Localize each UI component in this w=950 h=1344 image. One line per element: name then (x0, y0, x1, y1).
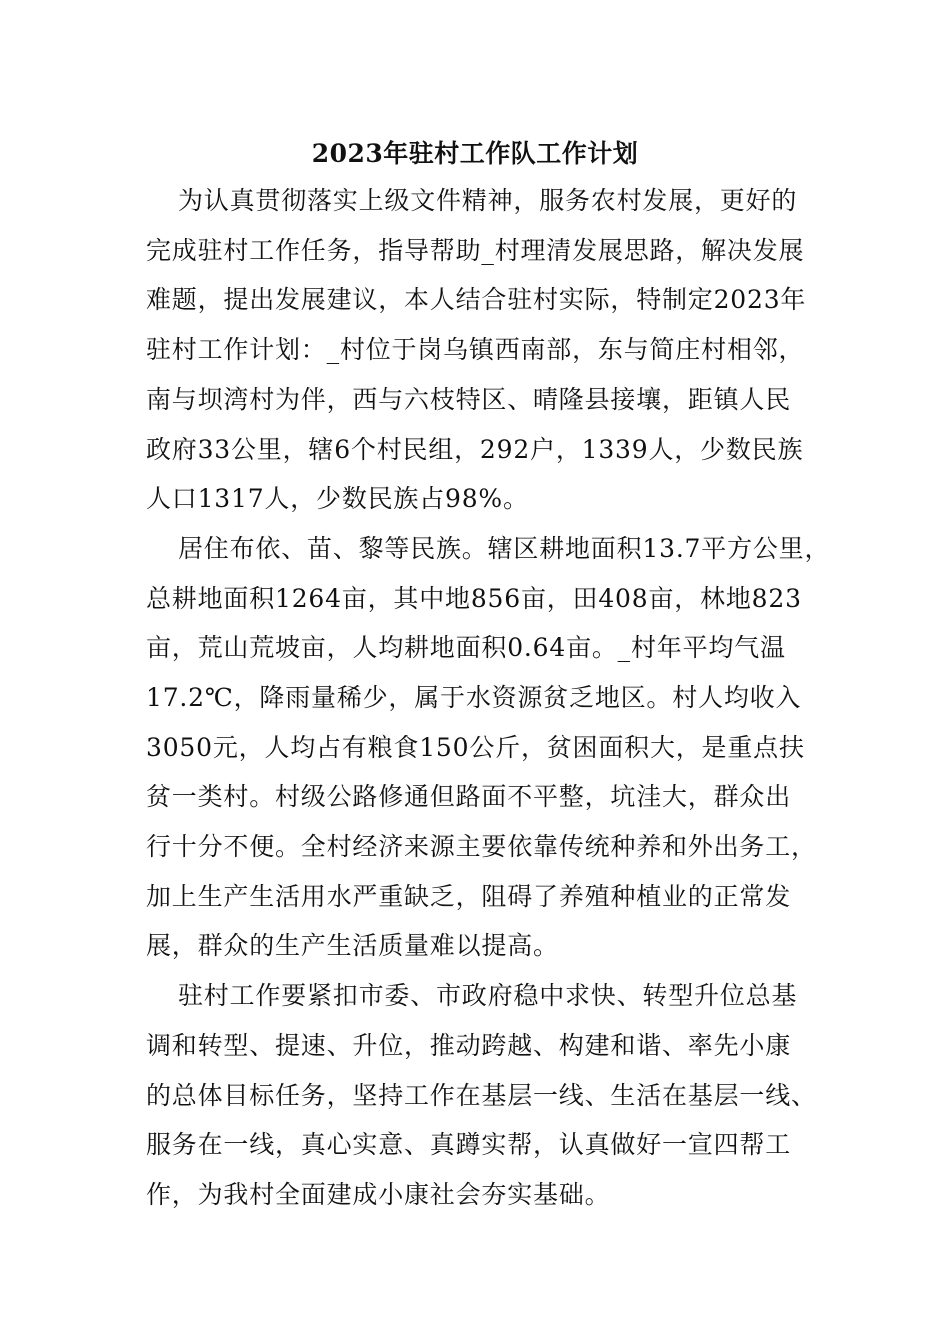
paragraph-1-line-5: 南与坝湾村为伴，西与六枝特区、晴隆县接壤，距镇人民 (146, 385, 792, 414)
paragraph-2-line-8: 加上生产生活用水严重缺乏，阻碍了养殖种植业的正常发 (146, 882, 792, 911)
paragraph-1-line-3: 难题，提出发展建议，本人结合驻村实际，特制定2023年 (146, 285, 807, 314)
paragraph-2-line-9: 展，群众的生产生活质量难以提高。 (146, 931, 559, 960)
paragraph-3-line-1: 驻村工作要紧扣市委、市政府稳中求快、转型升位总基 (178, 981, 798, 1010)
paragraph-2-line-3: 亩，荒山荒坡亩，人均耕地面积0.64亩。_村年平均气温 (146, 633, 786, 662)
paragraph-2-line-2: 总耕地面积1264亩，其中地856亩，田408亩，林地823 (146, 584, 802, 613)
paragraph-3-line-2: 调和转型、提速、升位，推动跨越、构建和谐、率先小康 (146, 1031, 792, 1060)
paragraph-2-line-5: 3050元，人均占有粮食150公斤，贫困面积大，是重点扶 (146, 733, 805, 762)
paragraph-1-line-6: 政府33公里，辖6个村民组，292户，1339人，少数民族 (146, 435, 804, 464)
paragraph-2-line-1: 居住布依、苗、黎等民族。辖区耕地面积13.7平方公里， (178, 534, 831, 563)
paragraph-2-line-6: 贫一类村。村级公路修通但路面不平整，坑洼大，群众出 (146, 782, 792, 811)
paragraph-3-line-3: 的总体目标任务，坚持工作在基层一线、生活在基层一线、 (146, 1081, 817, 1110)
paragraph-1-line-7: 人口1317人，少数民族占98%。 (146, 484, 529, 513)
document-title: 2023年驻村工作队工作计划 (311, 139, 639, 168)
paragraph-1-line-1: 为认真贯彻落实上级文件精神，服务农村发展，更好的 (178, 186, 798, 215)
paragraph-1-line-2: 完成驻村工作任务，指导帮助_村理清发展思路，解决发展 (146, 236, 805, 265)
paragraph-3-line-4: 服务在一线，真心实意、真蹲实帮，认真做好一宣四帮工 (146, 1130, 792, 1159)
paragraph-2-line-4: 17.2℃，降雨量稀少，属于水资源贫乏地区。村人均收入 (146, 683, 802, 712)
paragraph-3-line-5: 作，为我村全面建成小康社会夯实基础。 (146, 1180, 611, 1209)
paragraph-2-line-7: 行十分不便。全村经济来源主要依靠传统种养和外出务工， (146, 832, 817, 861)
paragraph-1-line-4: 驻村工作计划：_村位于岗乌镇西南部，东与简庄村相邻， (146, 335, 805, 364)
